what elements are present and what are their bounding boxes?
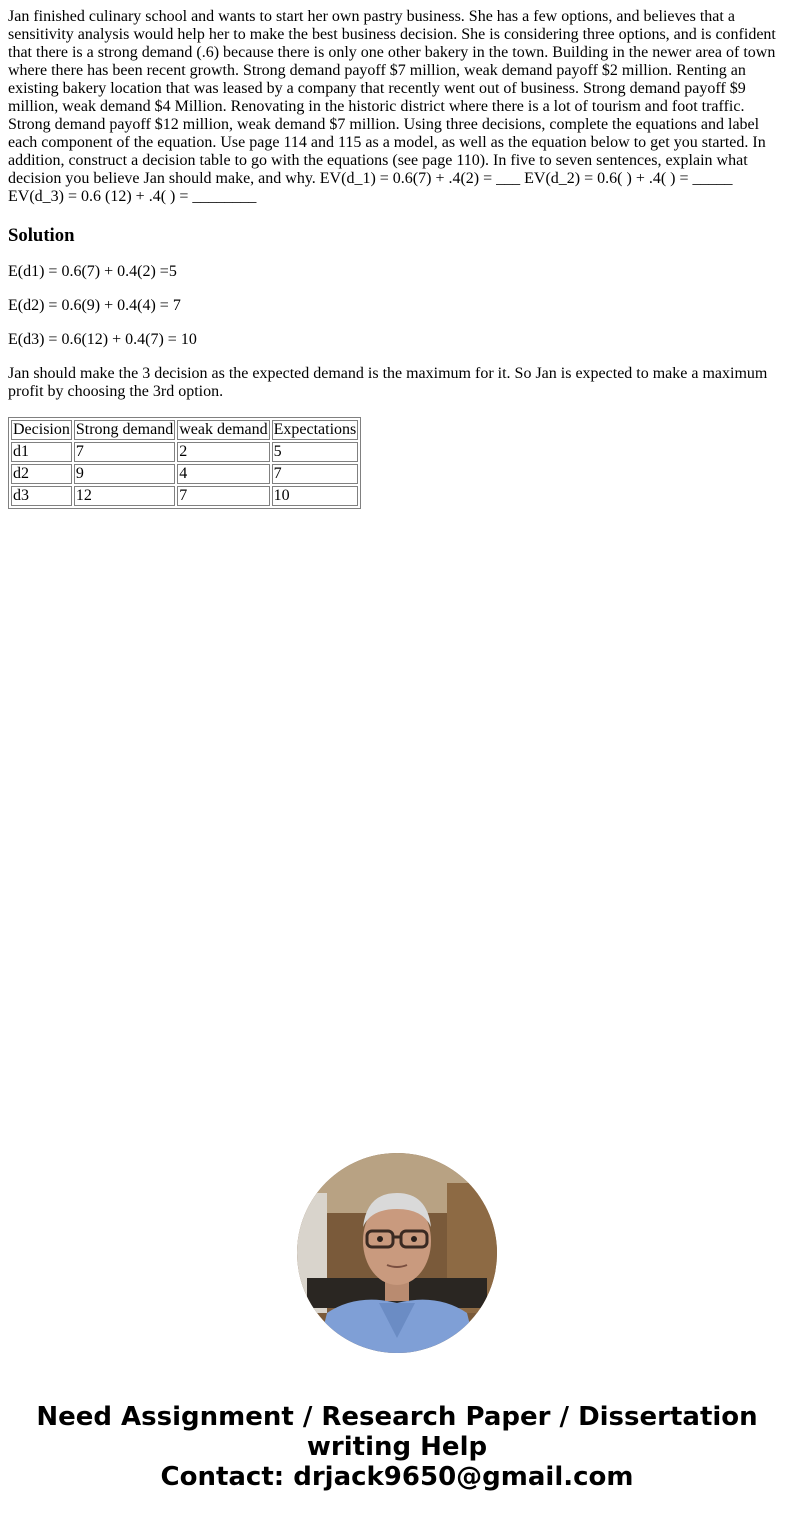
tutor-avatar <box>297 1153 497 1353</box>
conclusion-text: Jan should make the 3 decision as the expected demand is the maximum for it. So Jan is expected to make a maximum profit by choosing the 3rd option. <box>8 365 768 400</box>
header-weak-demand: weak demand <box>179 421 268 438</box>
document-body <box>8 8 784 509</box>
table-cell: d2 <box>11 464 72 484</box>
footer-line-1: Need Assignment / Research Paper / Dissertation <box>36 1402 758 1432</box>
header-decision: Decision <box>13 421 70 438</box>
table-cell: d3 <box>11 486 72 506</box>
equation-d3: E(d3) = 0.6(12) + 0.4(7) = 10 <box>8 331 197 348</box>
table-cell: d1 <box>11 442 72 462</box>
equation-d2: E(d2) = 0.6(9) + 0.4(4) = 7 <box>8 297 181 314</box>
table-cell: 2 <box>177 442 269 462</box>
table-cell: 10 <box>272 486 359 506</box>
table-row <box>11 442 358 462</box>
header-strong-demand: Strong demand <box>75 421 174 438</box>
table-cell: 7 <box>177 486 269 506</box>
promo-footer <box>0 1402 794 1492</box>
table-cell: 4 <box>177 464 269 484</box>
table-row <box>11 486 358 506</box>
footer-line-2: writing Help <box>306 1432 488 1462</box>
table-cell: 5 <box>272 442 359 462</box>
equation-d1: E(d1) = 0.6(7) + 0.4(2) =5 <box>8 263 177 280</box>
table-header-row <box>11 420 358 440</box>
question-text: Jan finished culinary school and wants to start her own pastry business. She has a few options, and believes that a sensitivity analysis would help her to make the best business decision. She is considering three options, and is confident that there is a strong demand (.6) because there is only one other bakery in the town. Building in the newer area of town where there has been recent growth. Strong demand payoff $7 million, weak demand payoff $2 million. Renting an existing bakery location that was leased by a company that recently went out of business. Strong demand payoff $9 million, weak demand $4 Million. Renovating in the historic district where there is a lot of tourism and foot traffic. Strong demand payoff $12 million, weak demand $7 million. Using three decisions, complete the equations and label each component of the equation. Use page 114 and 115 as a model, as well as the equation below to get you started. In addition, construct a decision table to go with the equations (see page 110). In five to seven sentences, explain what decision you believe Jan should make, and why. EV(d_1) = 0.6(7) + .4(2) = ___ EV(d_2) = 0.6( ) + .4( ) = _____ EV(d_3) = 0.6 (12) + .4( ) = ________ <box>8 8 776 205</box>
table-cell: 7 <box>74 442 175 462</box>
tutor-portrait-icon <box>297 1153 497 1353</box>
table-row <box>11 464 358 484</box>
footer-contact: Contact: drjack9650@gmail.com <box>160 1462 634 1492</box>
header-expectations: Expectations <box>273 421 357 438</box>
table-cell: 7 <box>272 464 359 484</box>
table-cell: 12 <box>74 486 175 506</box>
solution-heading: Solution <box>8 225 75 246</box>
table-cell: 9 <box>74 464 175 484</box>
decision-table <box>8 417 361 509</box>
